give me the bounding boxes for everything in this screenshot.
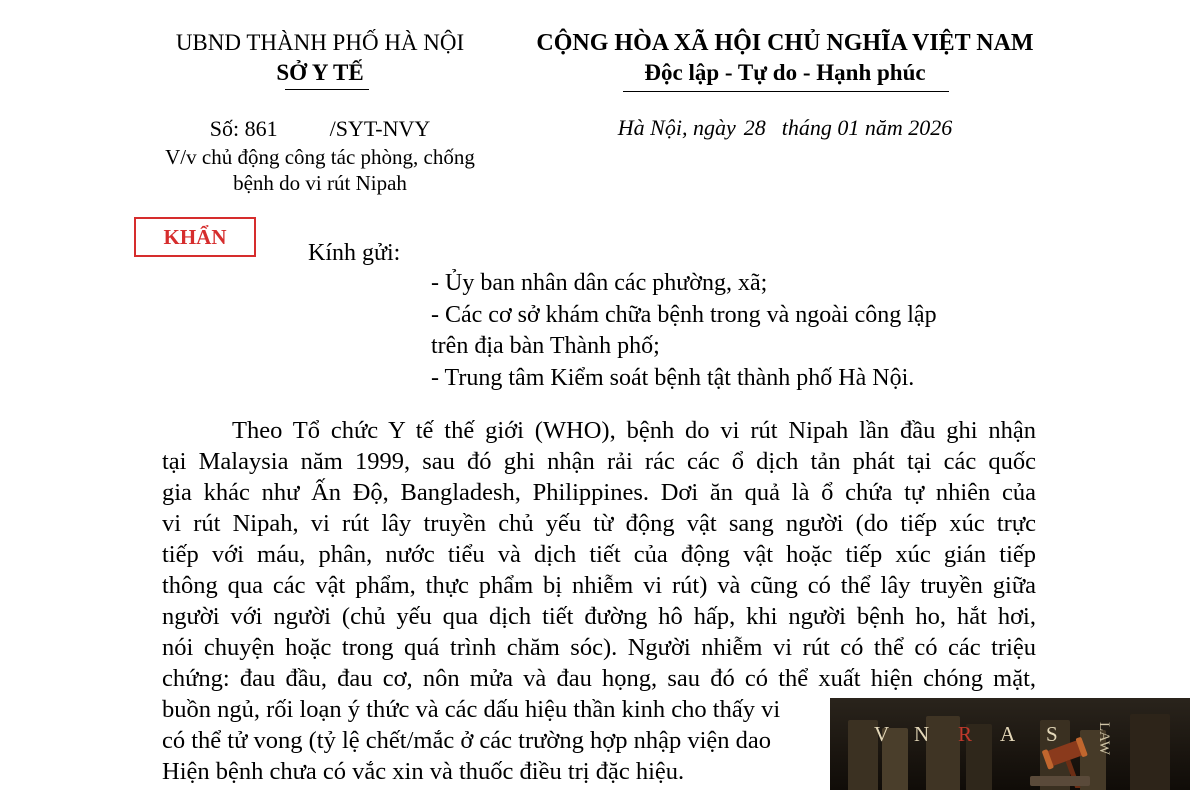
salutation: Kính gửi: (308, 240, 401, 266)
recipient-line: - Các cơ sở khám chữa bệnh trong và ngoài công lập (431, 302, 937, 328)
body-line: nói chuyện hoặc trong quá trình chăm sóc). Người nhiễm vi rút có thể có các triệu (162, 634, 1036, 661)
body-line: thông qua các vật phẩm, thực phẩm bị nhiễm vi rút) và cũng có thể lây truyền giữa (162, 572, 1036, 599)
body-line: Hiện bệnh chưa có vắc xin và thuốc điều trị đặc hiệu. (162, 758, 685, 785)
date-month-year: tháng 01 năm 2026 (781, 115, 953, 140)
document-number-suffix: /SYT-NVY (329, 116, 431, 141)
logo-letter: V (874, 722, 891, 746)
date-line (505, 115, 1065, 141)
body-line: gia khác như Ấn Độ, Bangladesh, Philippines. Dơi ăn quả là ổ chứa tự nhiên của (162, 479, 1036, 506)
subject-line-1: V/v chủ động công tác phòng, chống (165, 145, 475, 169)
subject-line-2: bệnh do vi rút Nipah (233, 171, 407, 195)
body-line: tại Malaysia năm 1999, sau đó ghi nhận rải rác các ổ dịch tản phát tại các quốc (162, 448, 1036, 475)
body-line: có thể tử vong (tỷ lệ chết/mắc ở các trường hợp nhập viện dao (162, 727, 771, 754)
date-day: 28 (743, 115, 766, 140)
vnras-logo-watermark (830, 698, 1190, 790)
body-line: chứng: đau đầu, đau cơ, nôn mửa và đau họng, sau đó có thể xuất hiện chóng mặt, (162, 665, 1036, 692)
department-underline (285, 89, 369, 90)
body-line: buồn ngủ, rối loạn ý thức và các dấu hiệu thần kinh cho thấy vi (162, 696, 781, 723)
recipient-line: - Ủy ban nhân dân các phường, xã; (431, 270, 768, 296)
national-title: CỘNG HÒA XÃ HỘI CHỦ NGHĨA VIỆT NAM (536, 30, 1034, 56)
department-name: SỞ Y TẾ (276, 60, 364, 85)
logo-letter: S (1046, 722, 1059, 746)
body-line: tiếp với máu, phân, nước tiểu và dịch tiết của động vật hoặc tiếp xúc gián tiếp (162, 541, 1036, 568)
logo-letter: N (914, 722, 931, 746)
agency-name: UBND THÀNH PHỐ HÀ NỘI (175, 30, 465, 55)
document-number-label: Số: 861 (209, 116, 278, 141)
logo-letter: A (1000, 722, 1017, 746)
body-line: vi rút Nipah, vi rút lây truyền chủ yếu từ động vật sang người (do tiếp xúc trực (162, 510, 1036, 537)
book-spine-icon (1130, 714, 1170, 790)
document-number (150, 116, 490, 142)
logo-side-text: LAW (1096, 722, 1112, 755)
body-line: Theo Tổ chức Y tế thế giới (WHO), bệnh do vi rút Nipah lần đầu ghi nhận (232, 417, 1036, 444)
recipient-line: - Trung tâm Kiểm soát bệnh tật thành phố Hà Nội. (431, 365, 915, 391)
logo-letter: R (958, 722, 974, 746)
national-motto: Độc lập - Tự do - Hạnh phúc (644, 60, 926, 85)
book-spine-icon (926, 716, 960, 790)
urgent-label: KHẨN (163, 224, 227, 249)
urgent-stamp (134, 217, 256, 257)
date-prefix: Hà Nội, ngày (617, 115, 736, 140)
body-line: người với người (chủ yếu qua dịch tiết đường hô hấp, khi người bệnh ho, hắt hơi, (162, 603, 1036, 630)
motto-underline (623, 91, 949, 92)
recipient-line: trên địa bàn Thành phố; (431, 333, 660, 359)
